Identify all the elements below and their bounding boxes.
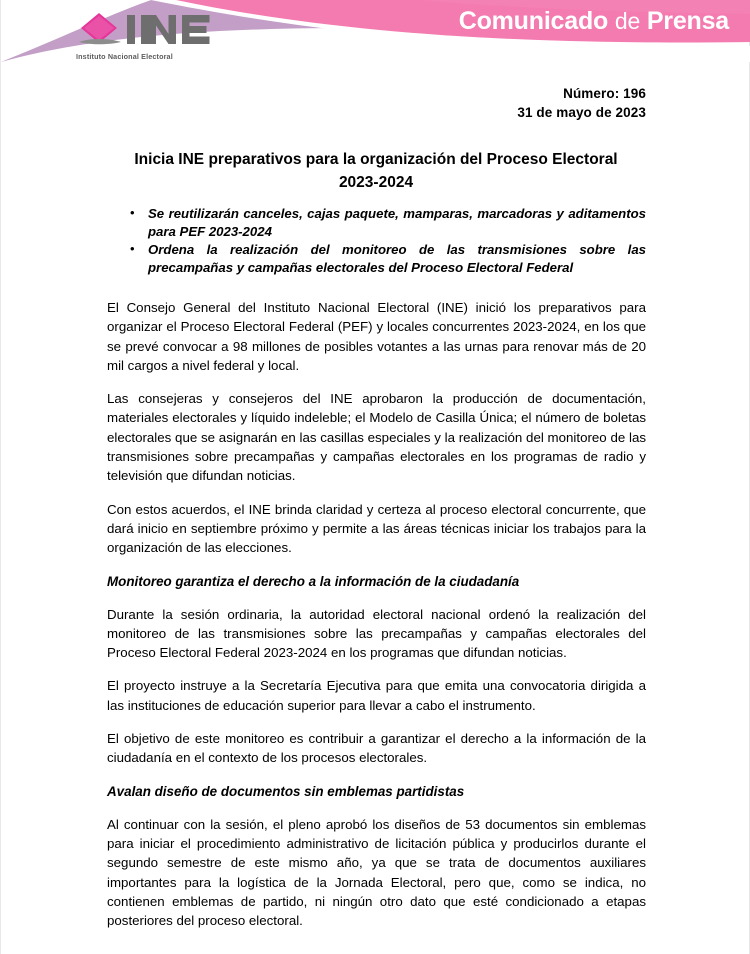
page-title-line1: Inicia INE preparativos para la organización del Proceso Electoral — [134, 151, 618, 168]
list-item: • Ordena la realización del monitoreo de las transmisiones sobre las precampañas y campañas electorales del Proceso Electoral Federal — [126, 241, 646, 276]
body-copy — [107, 298, 646, 930]
paragraph-5: El proyecto instruye a la Secretaría Ejecutiva para que emita una convocatoria dirigida a las instituciones de educación superior para llevar a cabo el instrumento. — [107, 678, 646, 713]
ine-letters — [127, 15, 210, 44]
ine-logo — [75, 10, 225, 61]
paragraph-7: Al continuar con la sesión, el pleno aprobó los diseños de 53 documentos sin emblemas para iniciar el procedimiento administrativo de licitación pública y producirlos durante el segundo semestre de este mismo año, ya que se trata de documentos auxiliares importantes para la logística de la Jornada Electoral, pero que, como se indica, no contienen emblemas de partido, ni ningún otro dato que esté condicionado a etapas posteriores del proceso electoral. — [107, 816, 646, 929]
list-item: • Se reutilizarán canceles, cajas paquete, mamparas, marcadoras y aditamentos para PEF 2023-2024 — [126, 205, 646, 240]
highlight-bullets — [126, 205, 646, 276]
release-number: Número: 196 — [563, 86, 646, 101]
banner-title-prensa: Prensa — [646, 7, 729, 35]
banner-title — [459, 4, 729, 38]
release-meta — [1, 84, 646, 122]
diamond-icon — [81, 13, 117, 43]
banner-title-de: de — [614, 8, 641, 34]
paragraph-1: El Consejo General del Instituto Nacional Electoral (INE) inició los preparativos para organizar el Proceso Electoral Federal (PEF) y locales concurrentes 2023-2024, en los que se prevé convocar a 98 millones de posibles votantes a las urnas para renovar más de 20 mil cargos a nivel federal y local. — [107, 300, 646, 373]
swoosh-icon — [79, 39, 121, 44]
document-body — [1, 62, 750, 944]
page-title — [99, 148, 653, 194]
ine-logo-mark — [75, 10, 225, 55]
paragraph-4: Durante la sesión ordinaria, la autoridad electoral nacional ordenó la realización del monitoreo de las transmisiones sobre las precampañas y campañas electorales del Proceso Electoral Federal 2023-2024 en los programas que difundan noticias. — [107, 606, 646, 661]
section-subheading-avalan: Avalan diseño de documentos sin emblemas partidistas — [107, 783, 465, 799]
ine-logo-subtitle: Instituto Nacional Electoral — [76, 52, 173, 61]
banner-title-comunicado: Comunicado — [458, 7, 609, 35]
header-banner — [1, 0, 750, 62]
paragraph-6: El objetivo de este monitoreo es contribuir a garantizar el derecho a la información de la ciudadanía en el contexto de los procesos electorales. — [107, 731, 646, 766]
paragraph-3: Con estos acuerdos, el INE brinda claridad y certeza al proceso electoral concurrente, que dará inicio en septiembre próximo y permite a las áreas técnicas iniciar los trabajos para la organización de las elecciones. — [107, 501, 646, 556]
section-subheading-monitoreo: Monitoreo garantiza el derecho a la información de la ciudadanía — [107, 573, 520, 589]
paragraph-2: Las consejeras y consejeros del INE aprobaron la producción de documentación, materiales electorales y líquido indeleble; el Modelo de Casilla Única; el número de boletas electorales que se asignarán en las casillas especiales y la realización del monitoreo de las transmisiones sobre precampañas y campañas electorales en los programas de radio y televisión que difundan noticias. — [107, 391, 646, 484]
release-date: 31 de mayo de 2023 — [517, 105, 646, 120]
page-title-line2: 2023-2024 — [338, 174, 414, 191]
